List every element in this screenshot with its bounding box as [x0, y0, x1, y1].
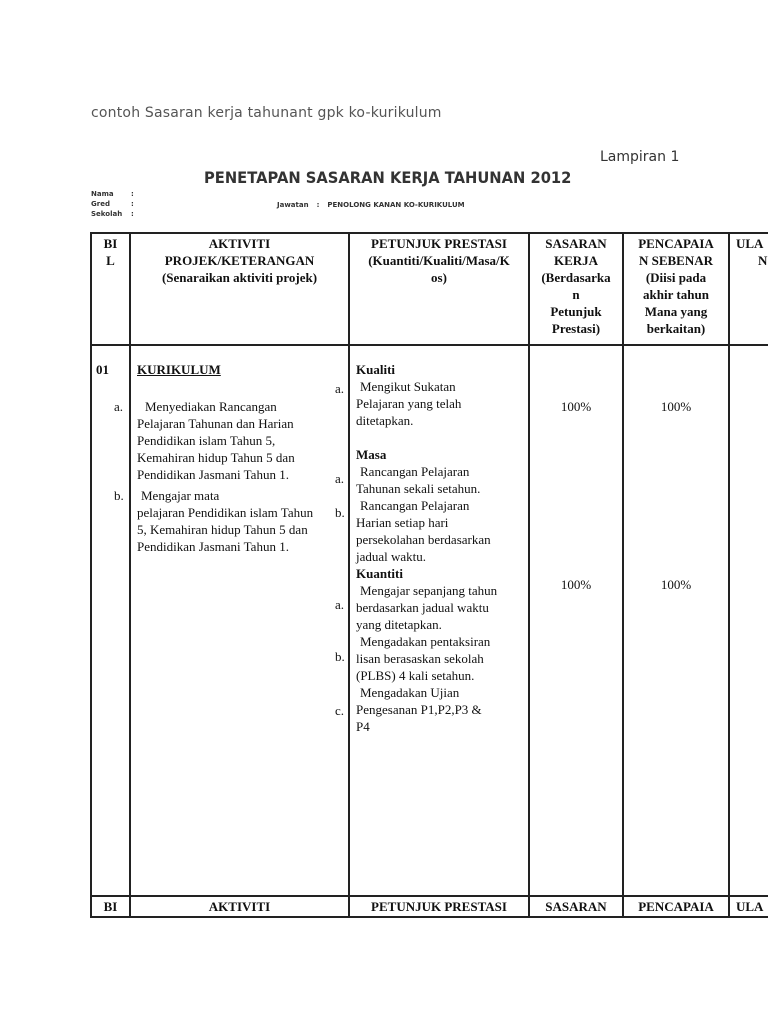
petunjuk-line: (PLBS) 4 kali setahun.	[356, 668, 475, 683]
aktiviti-line: Pendidikan Jasmani Tahun 1.	[137, 539, 289, 554]
header-pencapaian-line: N SEBENAR	[638, 253, 714, 268]
pencapaian-value-kualiti: 100%	[660, 399, 692, 414]
sasaran-value-kualiti: 100%	[560, 399, 592, 414]
page-caption: contoh Sasaran kerja tahunant gpk ko-kurikulum	[91, 105, 442, 121]
kuantiti-marker-c: c.	[335, 703, 345, 718]
header-ulasan-line: N	[758, 253, 768, 268]
meta-block	[91, 189, 134, 219]
petunjuk-line: Mengadakan pentaksiran	[360, 634, 491, 649]
nama-colon: :	[131, 190, 134, 198]
petunjuk-line: Mengikut Sukatan	[360, 379, 456, 394]
header-aktiviti-line: AKTIVITI	[208, 236, 271, 251]
header-sasaran-line: Petunjuk	[550, 304, 602, 319]
header-pencapaian-line: berkaitan)	[646, 321, 706, 336]
header-petunjuk-line: PETUNJUK PRESTASI	[371, 236, 507, 251]
aktiviti-item-a	[137, 398, 351, 483]
header-pencapaian	[624, 235, 728, 337]
masa-marker-b: b.	[335, 505, 345, 520]
aktiviti-line: 5, Kemahiran hidup Tahun 5 dan	[137, 522, 308, 537]
header-sasaran-line: n	[572, 287, 580, 302]
kuantiti-marker-a: a.	[335, 597, 345, 612]
petunjuk-line: lisan berasaskan sekolah	[356, 651, 484, 666]
footer-header-sasaran: SASARAN	[545, 899, 607, 914]
aktiviti-marker-a: a.	[114, 399, 124, 414]
jawatan-colon: :	[316, 201, 320, 209]
aktiviti-line: Menyediakan Rancangan	[145, 399, 277, 414]
header-sasaran	[530, 235, 622, 337]
footer-header-ulasan: ULA	[736, 899, 764, 914]
footer-header-top-border	[90, 895, 768, 897]
petunjuk-line: Mengadakan Ujian	[360, 685, 460, 700]
aktiviti-heading: KURIKULUM	[137, 362, 221, 377]
table-bottom-border	[90, 916, 768, 918]
header-bil	[92, 235, 129, 269]
header-sasaran-line: SASARAN	[545, 236, 607, 251]
petunjuk-line: ditetapkan.	[356, 413, 414, 428]
petunjuk-line: berdasarkan jadual waktu	[356, 600, 489, 615]
header-petunjuk	[350, 235, 528, 286]
aktiviti-line: Pendidikan Jasmani Tahun 1.	[137, 467, 289, 482]
jawatan-label: Jawatan	[277, 201, 309, 209]
petunjuk-line: yang ditetapkan.	[356, 617, 442, 632]
aktiviti-marker-b: b.	[114, 488, 124, 503]
document-title: PENETAPAN SASARAN KERJA TAHUNAN 2012	[204, 168, 572, 187]
aktiviti-line: Kemahiran hidup Tahun 5 dan	[137, 450, 295, 465]
table-top-border	[90, 232, 768, 234]
header-aktiviti	[131, 235, 348, 286]
header-pencapaian-line: PENCAPAIA	[638, 236, 714, 251]
petunjuk-line: P4	[356, 719, 370, 734]
col-border-1	[129, 232, 131, 918]
header-bil-line: L	[106, 253, 115, 268]
petunjuk-line: jadual waktu.	[356, 549, 427, 564]
gred-colon: :	[131, 200, 134, 208]
petunjuk-line: Rancangan Pelajaran	[360, 498, 470, 513]
col-border-0	[90, 232, 92, 918]
col-border-5	[728, 232, 730, 918]
kuantiti-heading: Kuantiti	[356, 566, 403, 581]
aktiviti-line: Mengajar mata	[141, 488, 220, 503]
petunjuk-line: Mengajar sepanjang tahun	[360, 583, 498, 598]
header-sasaran-line: (Berdasarka	[541, 270, 611, 285]
header-bottom-border	[90, 344, 768, 346]
footer-header-pencapaian: PENCAPAIA	[638, 899, 714, 914]
petunjuk-line: persekolahan berdasarkan	[356, 532, 491, 547]
header-ulasan-line: ULA	[736, 236, 764, 251]
pencapaian-value-kuantiti: 100%	[660, 577, 692, 592]
row-bil: 01	[96, 362, 109, 377]
footer-header-petunjuk: PETUNJUK PRESTASI	[371, 899, 507, 914]
petunjuk-line: Pengesanan P1,P2,P3 &	[356, 702, 482, 717]
sasaran-kerja-table	[90, 232, 768, 918]
footer-header-bil: BI	[103, 899, 118, 914]
petunjuk-cell	[356, 361, 526, 735]
aktiviti-line: Pendidikan islam Tahun 5,	[137, 433, 276, 448]
masa-marker-a: a.	[335, 471, 345, 486]
jawatan-line	[277, 201, 465, 209]
aktiviti-item-b	[137, 487, 351, 555]
aktiviti-line: pelajaran Pendidikan islam Tahun	[137, 505, 314, 520]
sekolah-colon: :	[131, 210, 134, 218]
header-sasaran-line: KERJA	[553, 253, 599, 268]
sekolah-label: Sekolah	[91, 210, 123, 218]
header-pencapaian-line: (Diisi pada	[645, 270, 707, 285]
header-petunjuk-line: os)	[431, 270, 447, 285]
nama-label: Nama	[91, 190, 114, 198]
header-petunjuk-line: (Kuantiti/Kualiti/Masa/K	[368, 253, 510, 268]
petunjuk-line: Tahunan sekali setahun.	[356, 481, 481, 496]
masa-heading: Masa	[356, 447, 387, 462]
jawatan-value: PENOLONG KANAN KO-KURIKULUM	[327, 201, 465, 209]
header-bil-line: BI	[103, 236, 118, 251]
kualiti-marker-a: a.	[335, 381, 345, 396]
col-border-2	[348, 232, 350, 918]
header-aktiviti-line: (Senaraikan aktiviti projek)	[161, 270, 318, 285]
petunjuk-line: Rancangan Pelajaran	[360, 464, 470, 479]
lampiran-label: Lampiran 1	[600, 149, 680, 165]
petunjuk-line: Harian setiap hari	[356, 515, 449, 530]
petunjuk-line: Pelajaran yang telah	[356, 396, 462, 411]
header-sasaran-line: Prestasi)	[551, 321, 601, 336]
sasaran-value-kuantiti: 100%	[560, 577, 592, 592]
footer-header-aktiviti: AKTIVITI	[208, 899, 271, 914]
header-ulasan	[736, 235, 768, 269]
kualiti-heading: Kualiti	[356, 362, 396, 377]
header-pencapaian-line: Mana yang	[644, 304, 708, 319]
aktiviti-line: Pelajaran Tahunan dan Harian	[137, 416, 294, 431]
header-aktiviti-line: PROJEK/KETERANGAN	[164, 253, 315, 268]
kuantiti-marker-b: b.	[335, 649, 345, 664]
gred-label: Gred	[91, 200, 110, 208]
header-pencapaian-line: akhir tahun	[643, 287, 709, 302]
